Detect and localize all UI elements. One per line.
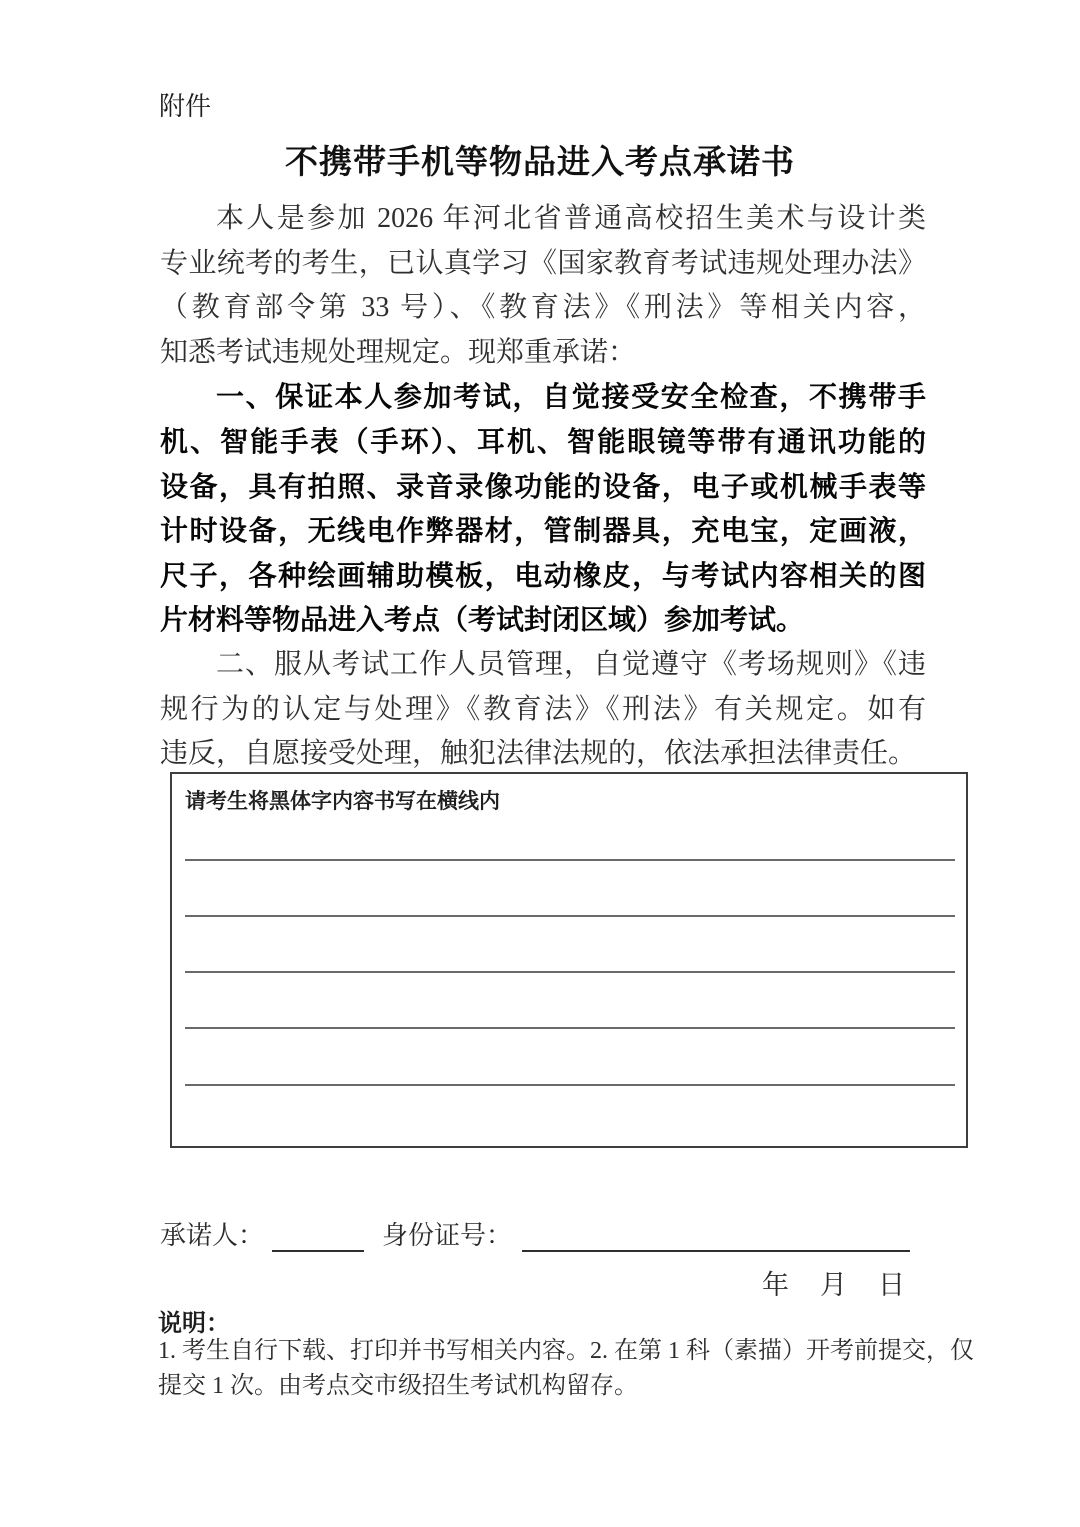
writing-line	[185, 1027, 955, 1029]
paragraph-commitment-1	[160, 375, 926, 643]
writing-line	[185, 971, 955, 973]
date-line: 年 月 日	[762, 1270, 907, 1300]
handwriting-box	[170, 772, 968, 1148]
notes-body	[158, 1334, 974, 1403]
writing-line	[185, 1084, 955, 1086]
text-line: 尺子，各种绘画辅助模板，电动橡皮，与考试内容相关的图	[160, 559, 926, 591]
text-line: 设备，具有拍照、录音录像功能的设备，电子或机械手表等	[160, 470, 926, 502]
text-line: 机、智能手表（手环）、耳机、智能眼镜等带有通讯功能的	[160, 425, 926, 457]
text-line: 知悉考试违规处理规定。现郑重承诺：	[160, 336, 637, 368]
id-number-label: 身份证号：	[382, 1221, 513, 1250]
note-line: 1. 考生自行下载、打印并书写相关内容。2. 在第 1 科（素描）开考前提交，仅	[158, 1338, 974, 1364]
writing-line	[185, 915, 955, 917]
note-line: 提交 1 次。由考点交市级招生考试机构留存。	[158, 1372, 638, 1399]
id-number-blank-field	[522, 1224, 910, 1252]
text-line: （教育部令第 33 号）、《教育法》《刑法》等相关内容，	[160, 292, 926, 324]
handwriting-box-instruction: 请考生将黑体字内容书写在横线内	[185, 790, 500, 813]
text-line: 违反，自愿接受处理，触犯法律法规的，依法承担法律责任。	[160, 738, 917, 770]
promisor-blank-field	[272, 1224, 364, 1252]
notes-heading: 说明：	[158, 1310, 230, 1337]
text-line: 片材料等物品进入考点（考试封闭区域）参加考试。	[160, 604, 805, 636]
promisor-label: 承诺人：	[160, 1221, 265, 1250]
text-line: 专业统考的考生，已认真学习《国家教育考试违规处理办法》	[160, 247, 926, 279]
writing-line	[185, 859, 955, 861]
signature-row	[160, 1220, 910, 1252]
page-title: 不携带手机等物品进入考点承诺书	[285, 143, 795, 180]
text-line: 二、服从考试工作人员管理，自觉遵守《考场规则》《违	[216, 648, 926, 680]
text-line: 本人是参加 2026 年河北省普通高校招生美术与设计类	[216, 203, 926, 234]
text-line: 规行为的认定与处理》《教育法》《刑法》有关规定。如有	[160, 693, 926, 725]
document-body	[160, 197, 926, 777]
text-line: 计时设备，无线电作弊器材，管制器具，充电宝，定画液，	[160, 515, 926, 547]
text-line: 一、保证本人参加考试，自觉接受安全检查，不携带手	[216, 381, 926, 413]
paragraph-intro	[160, 197, 926, 375]
attachment-label: 附件	[159, 91, 212, 121]
paragraph-commitment-2	[160, 643, 926, 777]
